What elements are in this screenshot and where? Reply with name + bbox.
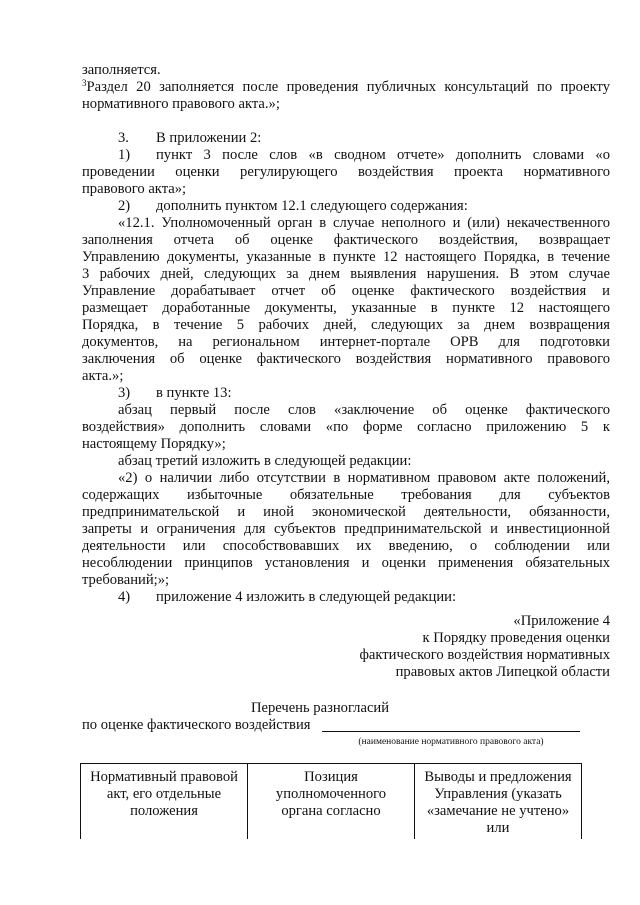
list-title: Перечень разногласий <box>250 700 390 716</box>
table-header-cell: Позиция уполномоченного органа согласно <box>248 764 415 840</box>
text-line: заполнения отчета об оценке фактического воздействия, возвращает <box>82 232 610 248</box>
text-line: Управлению документы, указанные в пункте 12 настоящего Порядка, в течение <box>82 249 610 265</box>
text-line: абзац первый после слов «заключение об оценке фактического <box>118 402 610 418</box>
text-line: воздействия» дополнить словами «по форме согласно приложению 5 к <box>82 419 610 435</box>
footnote-line: $^3$Раздел 20 заполняется после проведения публичных консультаций по проекту <box>82 78 610 95</box>
text-line: размещает доработанные документы, указанные в пункте 12 настоящего <box>82 300 610 316</box>
text-line: «12.1. Уполномоченный орган в случае неполного и (или) некачественного <box>118 215 610 231</box>
table-header-row <box>81 764 582 840</box>
table-header-cell: Выводы и предложения Управления (указать «замечание не учтено» или <box>415 764 582 840</box>
item-3-4: 4) приложение 4 изложить в следующей редакции: <box>118 589 456 605</box>
appendix-heading: «Приложение 4 <box>513 613 610 629</box>
text-line: предпринимательской и иной экономической деятельности, обязанности, <box>82 504 610 520</box>
text-line: Управление дорабатывает отчет об оценке фактического воздействия и <box>82 283 610 299</box>
text-line: несоблюдении принципов установления и оценки применения обязательных <box>82 555 610 571</box>
text-line: документов, на региональном интернет-портале ОРВ для подготовки <box>82 334 610 350</box>
text-line: запреты и ограничения для субъектов предпринимательской и инвестиционной <box>82 521 610 537</box>
table-header-cell: Нормативный правовой акт, его отдельные положения <box>81 764 248 840</box>
item-3-3: 3) в пункте 13: <box>118 385 232 401</box>
text-line: нормативного правового акта.»; <box>82 96 280 112</box>
appendix-heading: правовых актов Липецкой области <box>395 664 610 680</box>
fill-in-line <box>322 731 580 732</box>
text-line: заключения об оценке фактического воздействия нормативного правового <box>82 351 610 367</box>
disagreements-table <box>80 763 582 839</box>
text-line: акта.»; <box>82 368 124 384</box>
text-line: абзац третий изложить в следующей редакции: <box>118 453 412 469</box>
text-line: настоящему Порядку»; <box>82 436 226 452</box>
item-3: 3. В приложении 2: <box>118 130 262 146</box>
text-line: требований;»; <box>82 572 170 588</box>
text-line: проведении оценки регулирующего воздействия проекта нормативного <box>82 164 610 180</box>
text-line: заполняется. <box>82 62 161 78</box>
text-line: 3 рабочих дней, следующих за днем выявления нарушения. В этом случае <box>82 266 610 282</box>
text-line: деятельности или способствовавших их введению, о соблюдении или <box>82 538 610 554</box>
text-line: Порядка, в течение 5 рабочих дней, следующих за днем возвращения <box>82 317 610 333</box>
text-line: «2) о наличии либо отсутствии в нормативном правовом акте положений, <box>118 470 610 486</box>
fill-in-caption: (наименование нормативного правового акта) <box>358 737 544 747</box>
text-line: содержащих избыточные обязательные требования для субъектов <box>82 487 610 503</box>
list-subtitle: по оценке фактического воздействия <box>82 717 311 733</box>
footnote-mark: 3 <box>82 78 87 88</box>
appendix-heading: к Порядку проведения оценки <box>422 630 610 646</box>
item-3-2: 2) дополнить пунктом 12.1 следующего содержания: <box>118 198 468 214</box>
item-3-1: 1) пункт 3 после слов «в сводном отчете» дополнить словами «о <box>118 147 610 163</box>
appendix-heading: фактического воздействия нормативных <box>359 647 610 663</box>
text-line: правового акта»; <box>82 181 187 197</box>
